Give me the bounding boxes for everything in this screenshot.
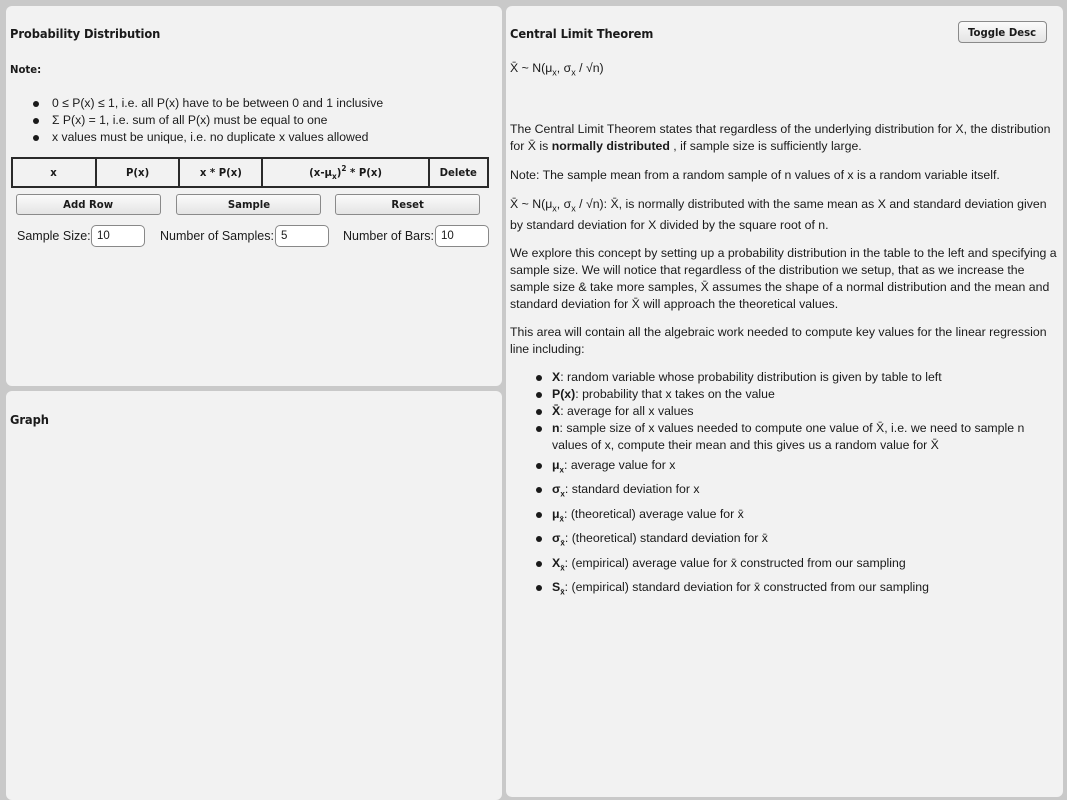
definitions-list <box>536 369 1056 601</box>
list-item: n: sample size of x values needed to compute one value of X̄, i.e. we need to sample n values of x, compute their mean and this gives us a random value for X̄ <box>536 420 1056 454</box>
sample-button[interactable]: Sample <box>176 194 321 215</box>
header-x: x <box>12 158 96 187</box>
list-item: $X_{x̄}$: (empirical) average value for x̄ constructed from our sampling <box>536 555 1056 576</box>
reset-button[interactable]: Reset <box>335 194 480 215</box>
list-item: x values must be unique, i.e. no duplicate x values allowed <box>33 129 383 146</box>
list-item: $\mu_x$: average value for x <box>536 457 1056 478</box>
num-bars-label: Number of Bars: <box>343 229 435 243</box>
clt-paragraph-work: This area will contain all the algebraic work needed to compute key values for the linear regression line including: <box>510 325 1047 356</box>
graph-panel <box>6 391 502 800</box>
list-item: X̄: average for all x values <box>536 403 1056 420</box>
num-bars-input[interactable]: 10 <box>435 225 489 247</box>
toggle-desc-button[interactable]: Toggle Desc <box>958 21 1047 43</box>
header-px: P(x) <box>96 158 179 187</box>
header-variance: $(x-\mu_x)^2 * P(x)$ <box>262 158 429 187</box>
note-title: Note: <box>10 63 42 76</box>
list-item: $S_{x̄}$: (empirical) standard deviation for x̄ constructed from our sampling <box>536 579 1056 600</box>
panel-title: Central Limit Theorem <box>510 26 654 41</box>
panel-title: Graph <box>10 412 49 427</box>
list-item: $\sigma_{x̄}$: (theoretical) standard deviation for x̄ <box>536 530 1056 551</box>
clt-paragraph-explore: We explore this concept by setting up a probability distribution in the table to the left and specifying a sample size. We will notice that regardless of the distribution we setup, that as we increase the sample size & take more samples, X̄ assumes the shape of a normal distribution and the mean and standard deviation for X̄ will approach the theoretical values. <box>510 246 1057 311</box>
num-samples-label: Number of Samples: <box>160 229 274 243</box>
clt-formula: X̄ ~ $N(\mu_x$, $\sigma_x / √n$) <box>510 61 604 78</box>
header-delete: Delete <box>429 158 488 187</box>
list-item: X: random variable whose probability distribution is given by table to left <box>536 369 1056 386</box>
num-samples-input[interactable]: 5 <box>275 225 329 247</box>
clt-paragraph-note: Note: The sample mean from a random sample of n values of x is a random variable itself. <box>510 168 1000 182</box>
clt-paragraph-intro: The Central Limit Theorem states that regardless of the underlying distribution for X, the distribution for X̄ is normally distributed , if sample size is sufficiently large. <box>510 122 1051 153</box>
distribution-table <box>11 157 489 188</box>
list-item: 0 ≤ P(x) ≤ 1, i.e. all P(x) have to be between 0 and 1 inclusive <box>33 95 383 112</box>
table-header-row <box>12 158 488 187</box>
notes-list <box>33 95 383 146</box>
list-item: P(x): probability that x takes on the value <box>536 386 1056 403</box>
sample-size-label: Sample Size: <box>17 229 91 243</box>
header-xpx: x * P(x) <box>179 158 262 187</box>
probability-distribution-panel <box>6 6 502 386</box>
list-item: Σ P(x) = 1, i.e. sum of all P(x) must be equal to one <box>33 112 383 129</box>
clt-paragraph-formula: X̄ ~ $N(\mu_x$, $\sigma_x / √n$): X̄, is normally distributed with the same mean as X and standard deviation given by standard deviation for X divided by the square root of n. <box>510 197 1047 233</box>
panel-title: Probability Distribution <box>10 26 161 41</box>
list-item: $\sigma_x$: standard deviation for x <box>536 481 1056 502</box>
central-limit-theorem-panel <box>506 6 1063 797</box>
add-row-button[interactable]: Add Row <box>16 194 161 215</box>
list-item: $\mu_{x̄}$: (theoretical) average value for x̄ <box>536 506 1056 527</box>
sample-size-input[interactable]: 10 <box>91 225 145 247</box>
